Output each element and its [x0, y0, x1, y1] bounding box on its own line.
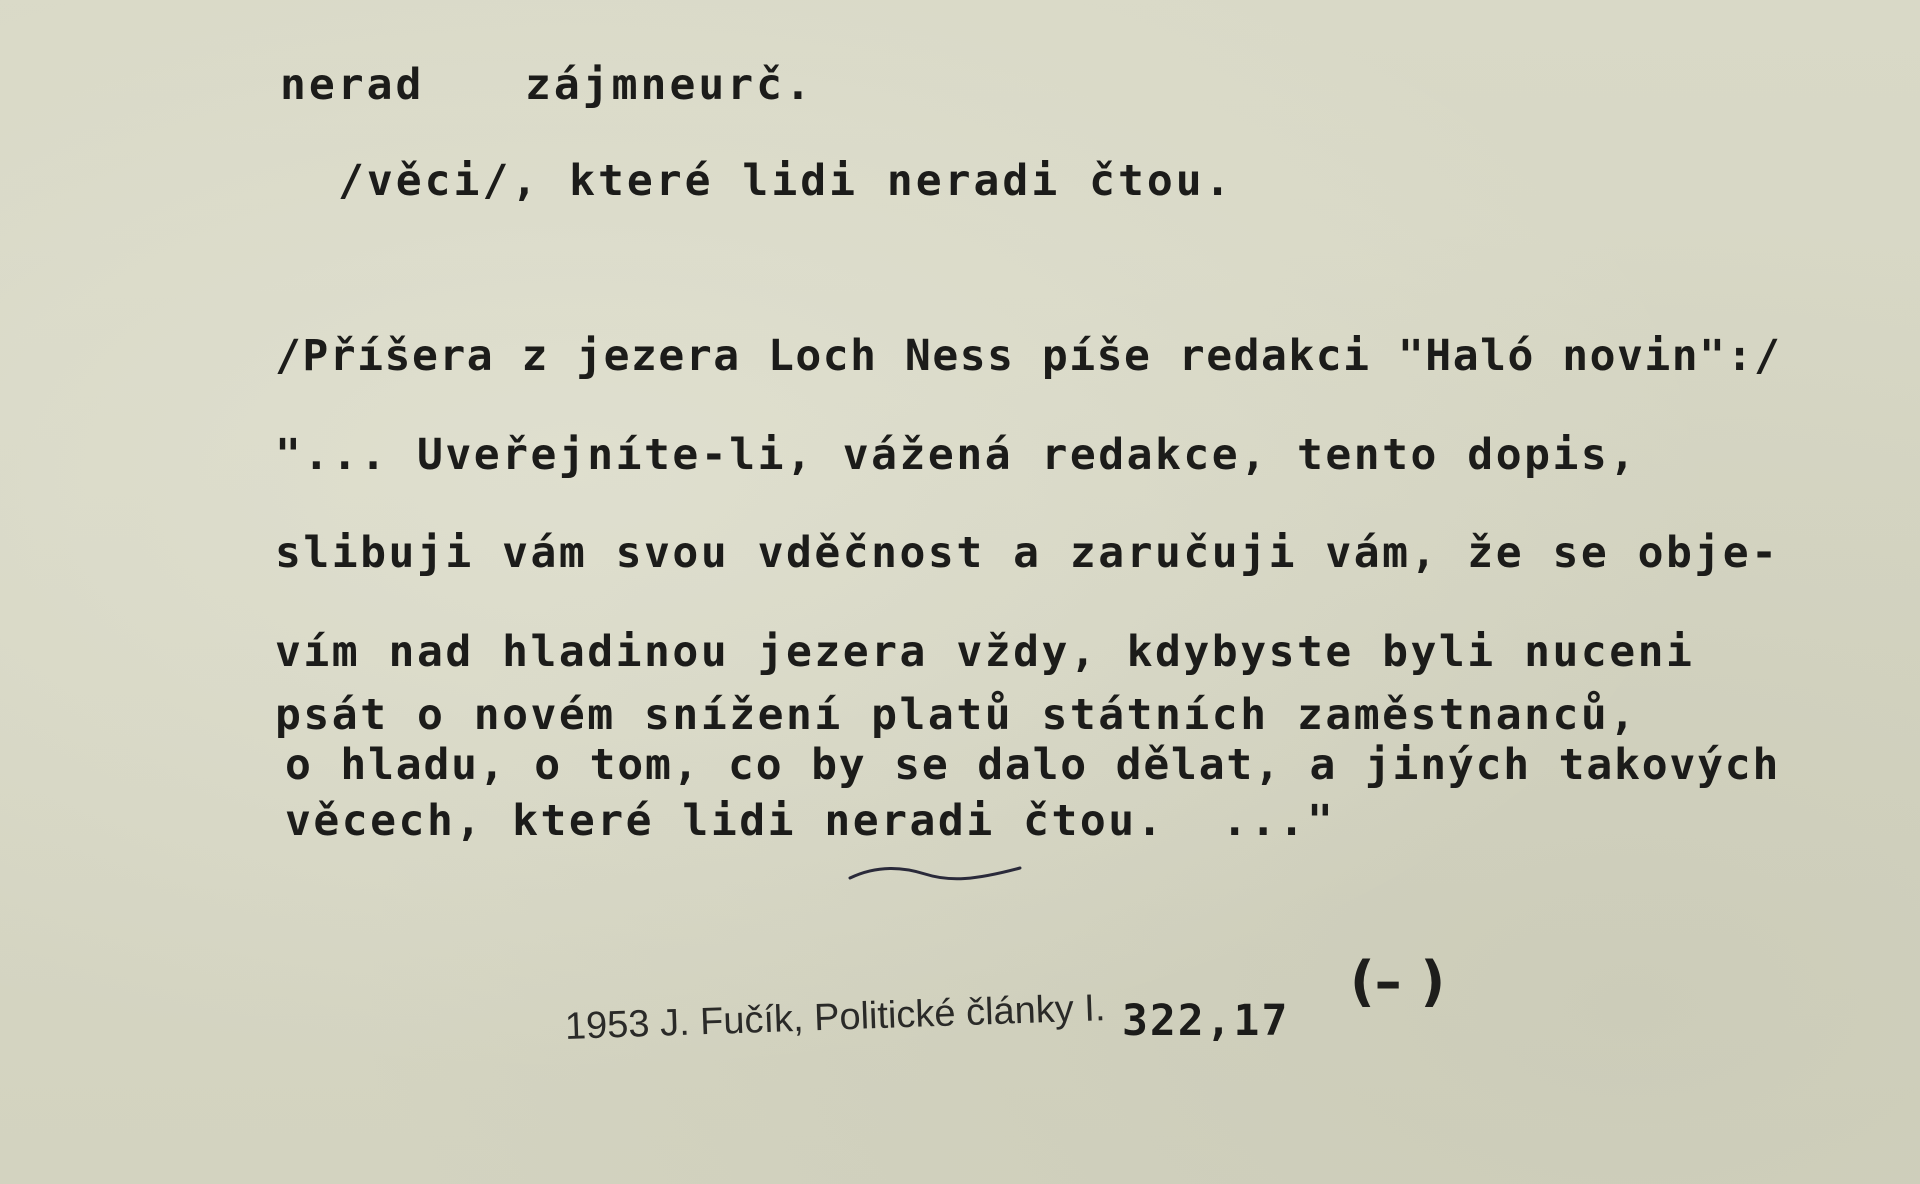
- citation-intro: /Příšera z jezera Loch Ness píše redakci "Haló novin":/: [275, 331, 1782, 381]
- citation-line: psát o novém snížení platů státních zaměstnanců,: [275, 690, 1638, 740]
- citation-line: vím nad hladinou jezera vždy, kdybyste byli nuceni: [275, 627, 1695, 677]
- handwritten-mark: (– ): [1350, 950, 1446, 1013]
- citation-line: o hladu, o tom, co by se dalo dělat, a jiných takových: [285, 740, 1781, 790]
- definition: /věci/, které lidi neradi čtou.: [338, 156, 1234, 206]
- citation-line: věcech, které lidi neradi čtou. ...": [285, 796, 1336, 846]
- citation-line: "... Uveřejníte-li, vážená redakce, tento dopis,: [275, 430, 1638, 480]
- citation-line: slibuji vám svou vděčnost a zaručuji vám, že se obje-: [275, 528, 1780, 578]
- source-stamp: 1953 J. Fučík, Politické články I.: [564, 987, 1107, 1048]
- underline-squiggle: [845, 858, 1025, 888]
- grammatical-category: zájmneurč.: [525, 60, 814, 110]
- headword: nerad: [280, 60, 425, 110]
- source-page: 322,17: [1122, 996, 1290, 1046]
